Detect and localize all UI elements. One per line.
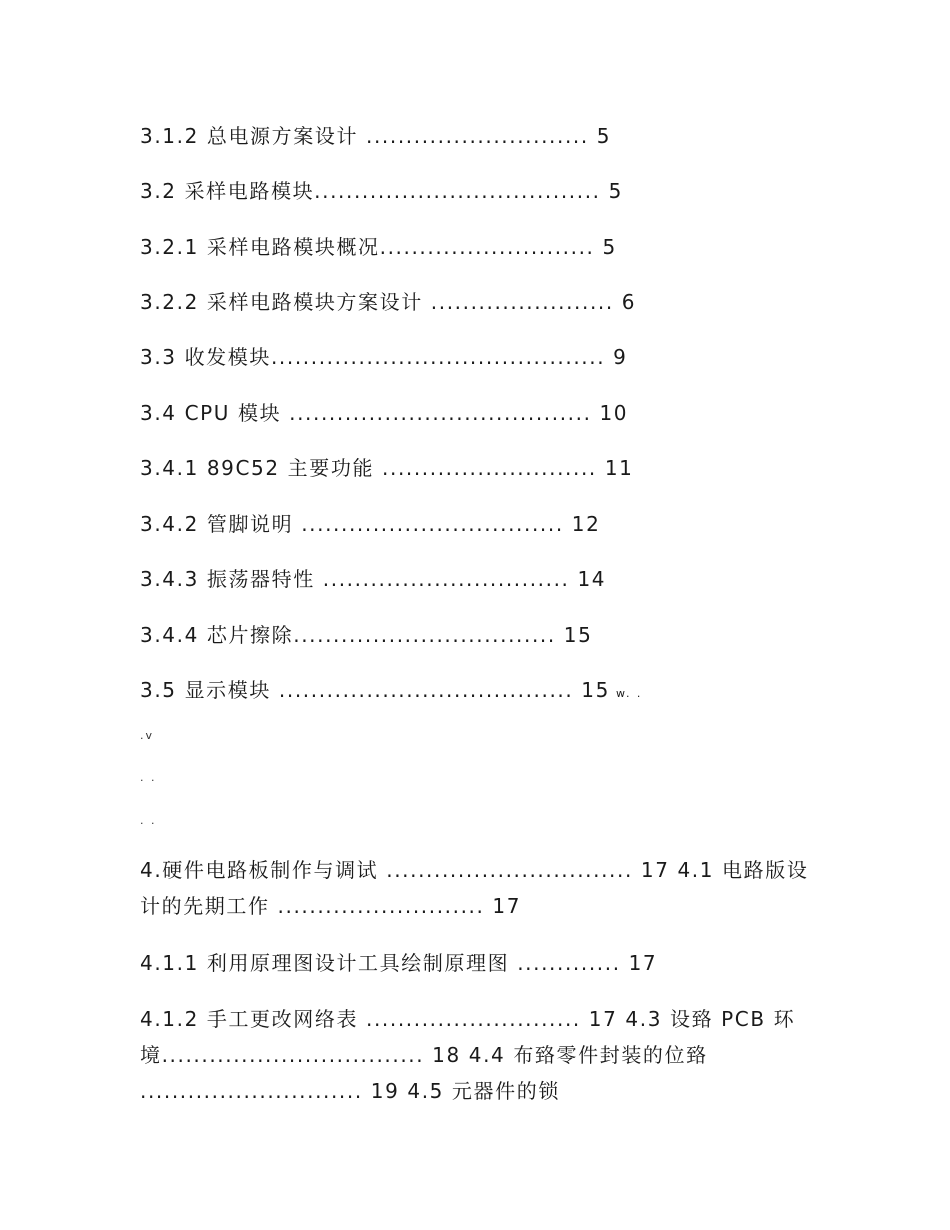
toc-entry-3-5-text: 3.5 显示模块 ..................................... 15: [140, 678, 610, 702]
toc-entry-3-5: [140, 677, 642, 707]
toc-entry-3-4-1: 3.4.1 89C52 主要功能 ........................... 11: [140, 456, 634, 480]
page-mark-dots-2: . .: [140, 814, 157, 827]
toc-entry-3-4-3: 3.4.3 振荡器特性 ............................... 14: [140, 567, 607, 591]
toc-entry-3-3: 3.3 收发模块.......................................... 9: [140, 345, 628, 369]
toc-entry-4-1-2: 4.1.2 手工更改网络表 ........................... 17 4.3 设臵 PCB 环境................................. 18 4.4 布臵零件封装的位臵 ............................ 19 4.5 元器件的锁: [140, 1007, 796, 1103]
toc-entry-3-1-2: 3.1.2 总电源方案设计 ............................ 5: [140, 124, 612, 148]
toc-entry-3-4-4: 3.4.4 芯片擦除................................. 15: [140, 623, 593, 647]
page-mark-tail: w. .: [615, 687, 643, 700]
page-mark-dots-1: . .: [140, 771, 157, 784]
toc-entry-3-4: 3.4 CPU 模块 ...................................... 10: [140, 401, 629, 425]
toc-entry-4: 4.硬件电路板制作与调试 ............................... 17 4.1 电路版设计的先期工作 .......................... 17: [140, 858, 809, 918]
toc-entry-3-2: 3.2 采样电路模块.................................... 5: [140, 179, 623, 203]
page-mark-v: .v: [140, 729, 155, 742]
toc-entry-4-1-1: 4.1.1 利用原理图设计工具绘制原理图 ............. 17: [140, 951, 658, 975]
toc-entry-3-4-2: 3.4.2 管脚说明 ................................. 12: [140, 512, 601, 536]
toc-entry-3-2-1: 3.2.1 采样电路模块概况........................... 5: [140, 235, 617, 259]
toc-entry-3-2-2: 3.2.2 采样电路模块方案设计 ....................... 6: [140, 290, 637, 314]
